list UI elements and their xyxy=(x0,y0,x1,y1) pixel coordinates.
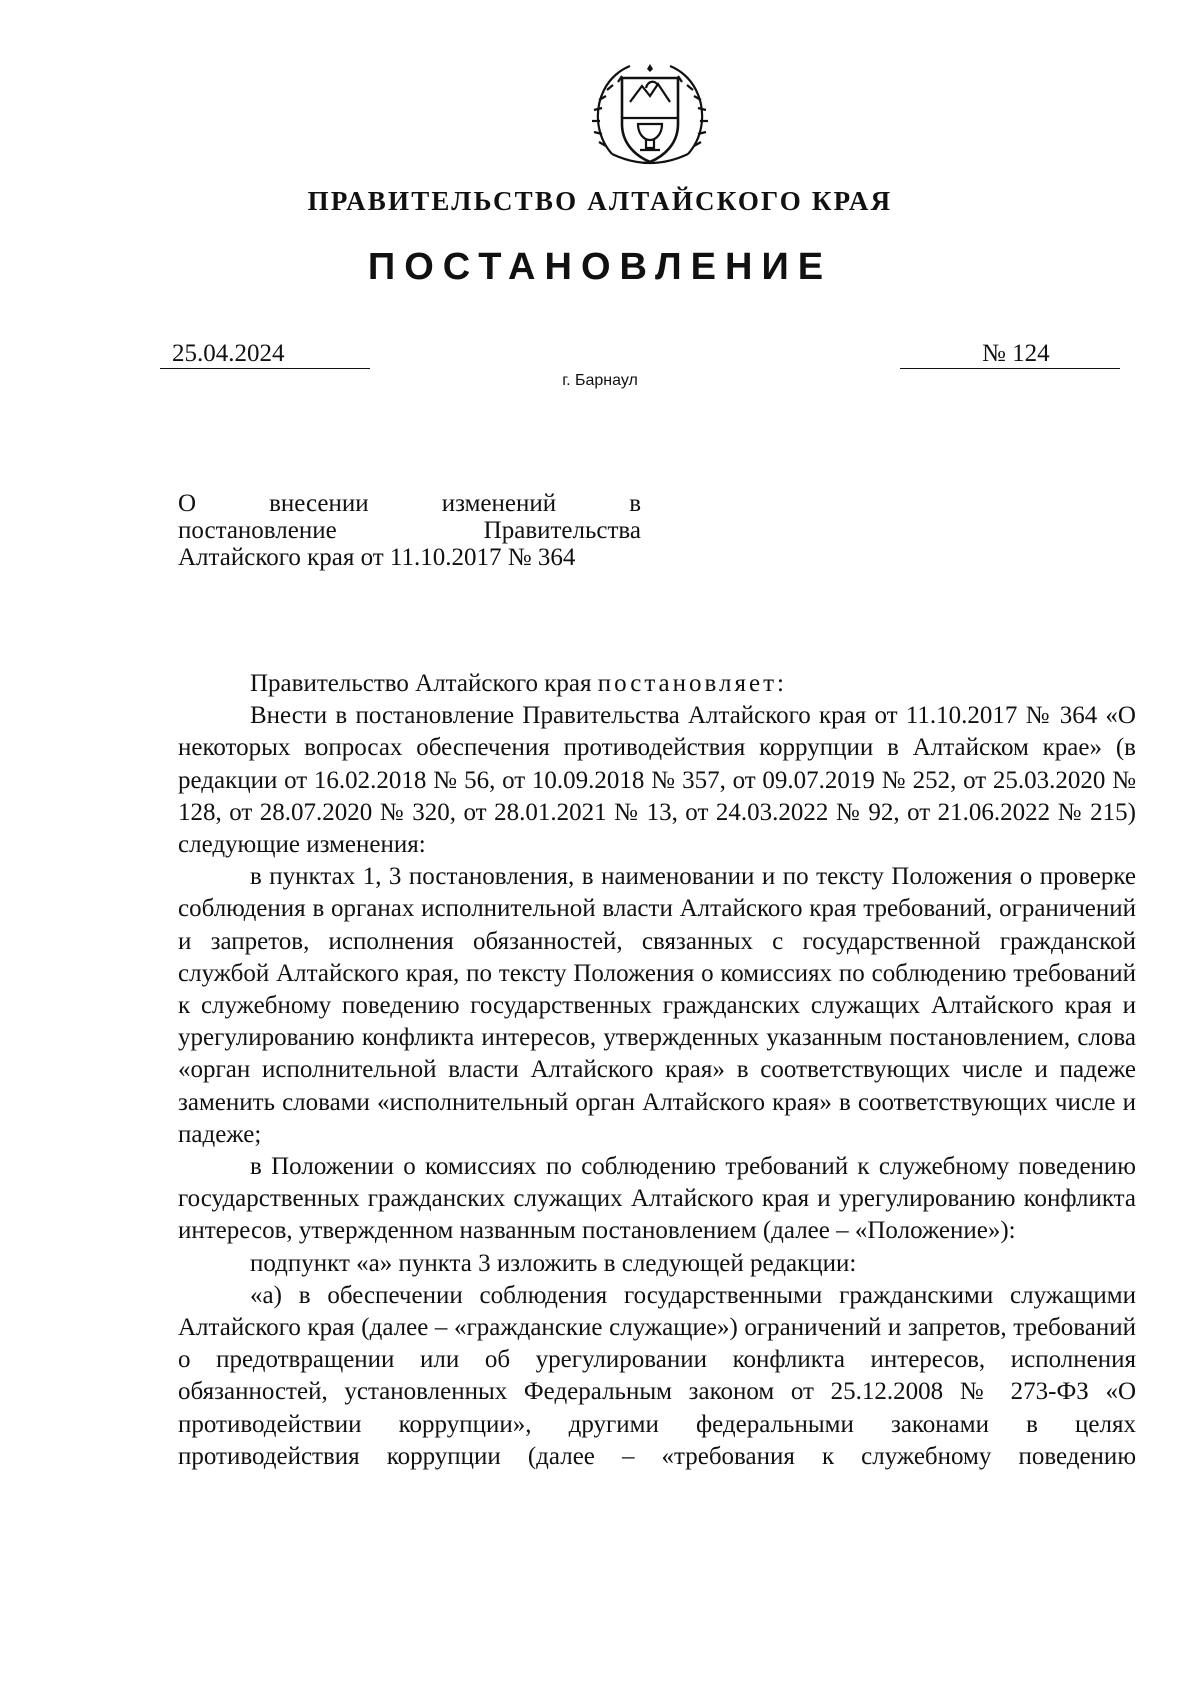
subject-line: О внесении изменений в xyxy=(178,490,641,517)
document-date: 25.04.2024 xyxy=(172,340,285,367)
body-paragraph xyxy=(178,668,1136,700)
body-paragraph: в пунктах 1, 3 постановления, в наименовании и по тексту Положения о проверке соблюдения в органах исполнительной власти Алтайского края требований, ограничений и запретов, исполнения обязанностей, связанных с государственной гражданской службой Алтайского края, по тексту Положения о комиссиях по соблюдению требований к служебному поведению государственных гражданских служащих Алтайского края и урегулированию конфликта интересов, утвержденных указанным постановлением, слова «орган исполнительной власти Алтайского края» в соответствующих числе и падеже заменить словами «исполнительный орган Алтайского края» в соответствующих числе и падеже; xyxy=(178,863,1136,1148)
document-subject xyxy=(178,490,641,571)
number-underline xyxy=(900,368,1120,369)
body-paragraph: «а) в обеспечении соблюдения государственными гражданскими служащими Алтайского края (далее – «гражданские служащие») ограничений и запретов, требований о предотвращении или об урегулировании конфликта интересов, исполнения обязанностей, установленных Федеральным законом от 25.12.2008 № 273-ФЗ «О противодействии коррупции», другими федеральными законами в целях противодействия коррупции (далее – «требования к служебному поведению xyxy=(178,1281,1136,1470)
body-paragraph: подпункт «а» пункта 3 изложить в следующей редакции: xyxy=(250,1249,857,1277)
body-paragraph: в Положении о комиссиях по соблюдению требований к служебному поведению государственных гражданских служащих Алтайского края и урегулированию конфликта интересов, утвержденном названным постановлением (далее – «Положение»): xyxy=(178,1153,1136,1245)
document-type-title: ПОСТАНОВЛЕНИЕ xyxy=(367,246,833,288)
government-name: ПРАВИТЕЛЬСТВО АЛТАЙСКОГО КРАЯ xyxy=(307,186,893,216)
coat-of-arms-icon xyxy=(590,58,710,174)
document-number: № 124 xyxy=(982,340,1050,367)
body-paragraph: Внести в постановление Правительства Алтайского края от 11.10.2017 № 364 «О некоторых вопросах обеспечения противодействия коррупции в Алтайском крае» (в редакции от 16.02.2018 № 56, от 10.09.2018 № 357, от 09.07.2019 № 252, от 25.03.2020 № 128, от 28.07.2020 № 320, от 28.01.2021 № 13, от 24.03.2022 № 92, от 21.06.2022 № 215) следующие изменения: xyxy=(178,702,1136,859)
resolution-verb: постановляет: xyxy=(597,670,787,697)
subject-line: постановление Правительства xyxy=(178,517,641,544)
document-body xyxy=(178,668,1136,1473)
date-underline xyxy=(160,368,370,369)
city-name: г. Барнаул xyxy=(562,372,638,389)
subject-line: Алтайского края от 11.10.2017 № 364 xyxy=(178,544,576,571)
resolution-intro: Правительство Алтайского края xyxy=(250,670,598,697)
